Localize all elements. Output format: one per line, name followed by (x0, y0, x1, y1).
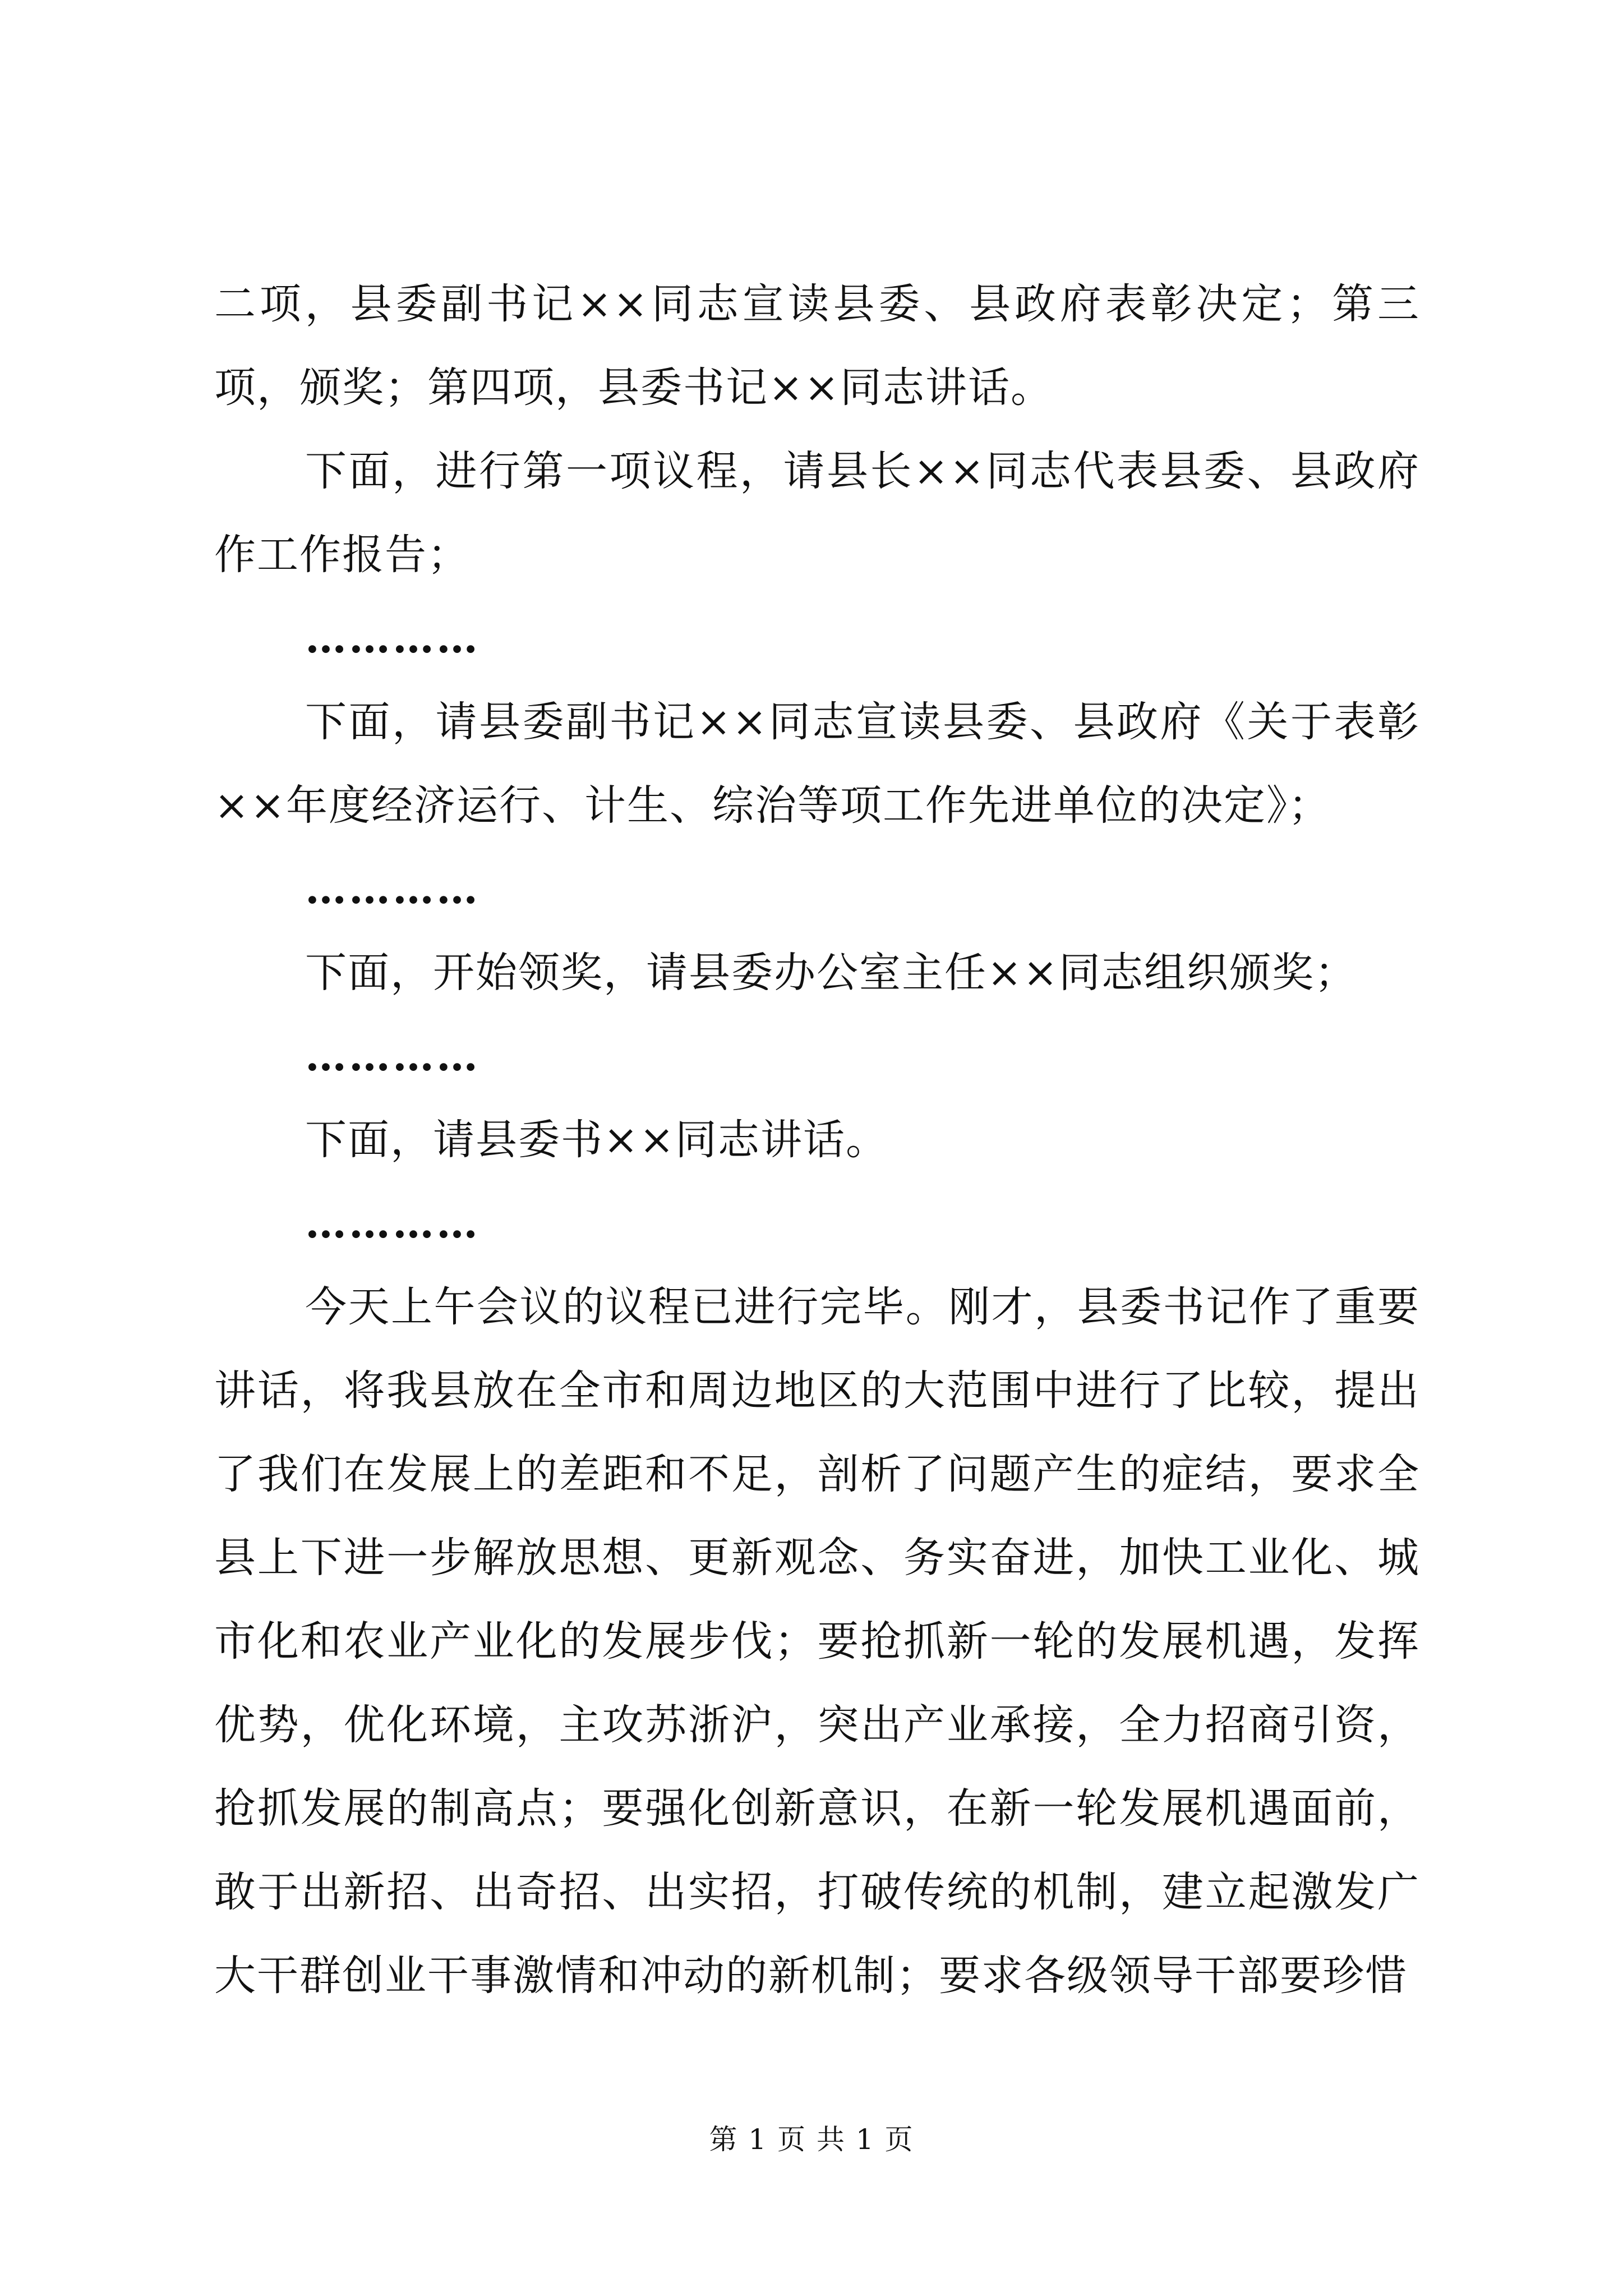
paragraph-first-item: 下面，进行第一项议程，请县长××同志代表县委、县政府作工作报告； (214, 447, 1420, 579)
ellipsis-line: ………… (305, 1032, 480, 1080)
paragraph-award-item: 下面，开始领奖，请县委办公室主任××同志组织颁奖； (305, 949, 1358, 997)
document-body (214, 263, 1420, 2018)
ellipsis-line: ………… (305, 614, 480, 662)
ellipsis-line: ………… (305, 865, 480, 913)
paragraph-second-item: 下面，请县委副书记××同志宣读县委、县政府《关于表彰××年度经济运行、计生、综治等项工作先进单位的决定》； (214, 698, 1420, 830)
paragraph-speech-item: 下面，请县委书××同志讲话。 (305, 1116, 889, 1164)
paragraph-agenda-continued: 二项，县委副书记××同志宣读县委、县政府表彰决定；第三项，颁奖；第四项，县委书记××同志讲话。 (214, 280, 1420, 412)
paragraph-summary: 今天上午会议的议程已进行完毕。刚才，县委书记作了重要讲话，将我县放在全市和周边地区的大范围中进行了比较，提出了我们在发展上的差距和不足，剖析了问题产生的症结，要求全县上下进一步解放思想、更新观念、务实奋进，加快工业化、城市化和农业产业化的发展步伐；要抢抓新一轮的发展机遇，发挥优势，优化环境，主攻苏浙沪，突出产业承接，全力招商引资，抢抓发展的制高点；要强化创新意识，在新一轮发展机遇面前，敢于出新招、出奇招、出实招，打破传统的机制，建立起激发广大干群创业干事激情和冲动的新机制；要求各级领导干部要珍惜 (214, 1283, 1420, 2000)
ellipsis-line: ………… (305, 1199, 480, 1248)
page-footer: 第 1 页 共 1 页 (709, 2123, 914, 2156)
